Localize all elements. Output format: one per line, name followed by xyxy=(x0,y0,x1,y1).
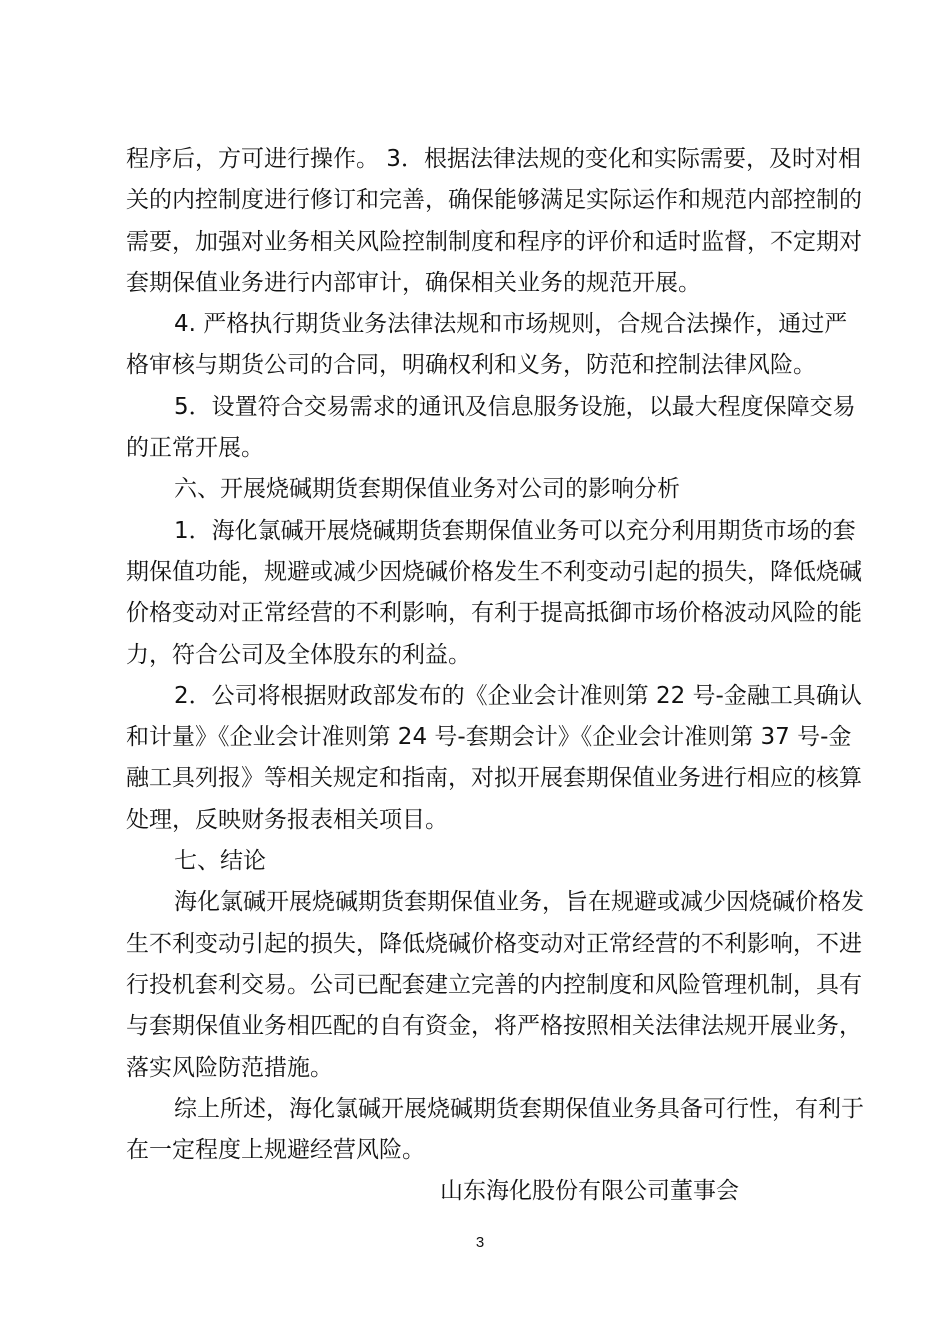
text-line: 2．公司将根据财政部发布的《企业会计准则第 22 号-金融工具确认 xyxy=(174,682,862,709)
document-body xyxy=(126,139,864,1213)
text-line: 处理，反映财务报表相关项目。 xyxy=(126,806,448,833)
text-line: 套期保值业务进行内部审计，确保相关业务的规范开展。 xyxy=(126,269,701,296)
text-line: 1．海化氯碱开展烧碱期货套期保值业务可以充分利用期货市场的套 xyxy=(174,517,856,544)
text-line: 综上所述，海化氯碱开展烧碱期货套期保值业务具备可行性，有利于 xyxy=(174,1095,864,1122)
text-line: 与套期保值业务相匹配的自有资金，将严格按照相关法律法规开展业务， xyxy=(126,1013,862,1040)
section-heading: 七、结论 xyxy=(174,848,266,875)
text-line: 落实风险防范措施。 xyxy=(126,1054,333,1081)
text-line: 关的内控制度进行修订和完善，确保能够满足实际运作和规范内部控制的 xyxy=(126,187,862,214)
text-line: 程序后，方可进行操作。 3．根据法律法规的变化和实际需要，及时对相 xyxy=(126,146,861,172)
signature: 山东海化股份有限公司董事会 xyxy=(440,1178,739,1205)
section-heading: 六、开展烧碱期货套期保值业务对公司的影响分析 xyxy=(174,476,680,503)
text-line: 海化氯碱开展烧碱期货套期保值业务，旨在规避或减少因烧碱价格发 xyxy=(174,889,864,916)
text-line: 期保值功能，规避或减少因烧碱价格发生不利变动引起的损失，降低烧碱 xyxy=(126,558,862,585)
page-number: 3 xyxy=(475,1234,485,1251)
text-line: 的正常开展。 xyxy=(126,435,264,462)
text-line: 需要，加强对业务相关风险控制制度和程序的评价和适时监督，不定期对 xyxy=(126,228,862,255)
text-line: 4. 严格执行期货业务法律法规和市场规则，合规合法操作，通过严 xyxy=(174,311,848,338)
text-line: 行投机套利交易。公司已配套建立完善的内控制度和风险管理机制，具有 xyxy=(126,971,862,998)
text-line: 生不利变动引起的损失，降低烧碱价格变动对正常经营的不利影响，不进 xyxy=(126,930,862,957)
text-line: 5．设置符合交易需求的通讯及信息服务设施，以最大程度保障交易 xyxy=(174,393,856,420)
text-line: 融工具列报》等相关规定和指南，对拟开展套期保值业务进行相应的核算 xyxy=(126,765,862,792)
text-line: 和计量》《企业会计准则第 24 号-套期会计》《企业会计准则第 37 号-金 xyxy=(126,724,852,751)
text-line: 格审核与期货公司的合同，明确权利和义务，防范和控制法律风险。 xyxy=(126,352,816,379)
text-line: 力，符合公司及全体股东的利益。 xyxy=(126,641,471,668)
text-line: 在一定程度上规避经营风险。 xyxy=(126,1137,425,1164)
text-line: 价格变动对正常经营的不利影响，有利于提高抵御市场价格波动风险的能 xyxy=(126,600,862,627)
